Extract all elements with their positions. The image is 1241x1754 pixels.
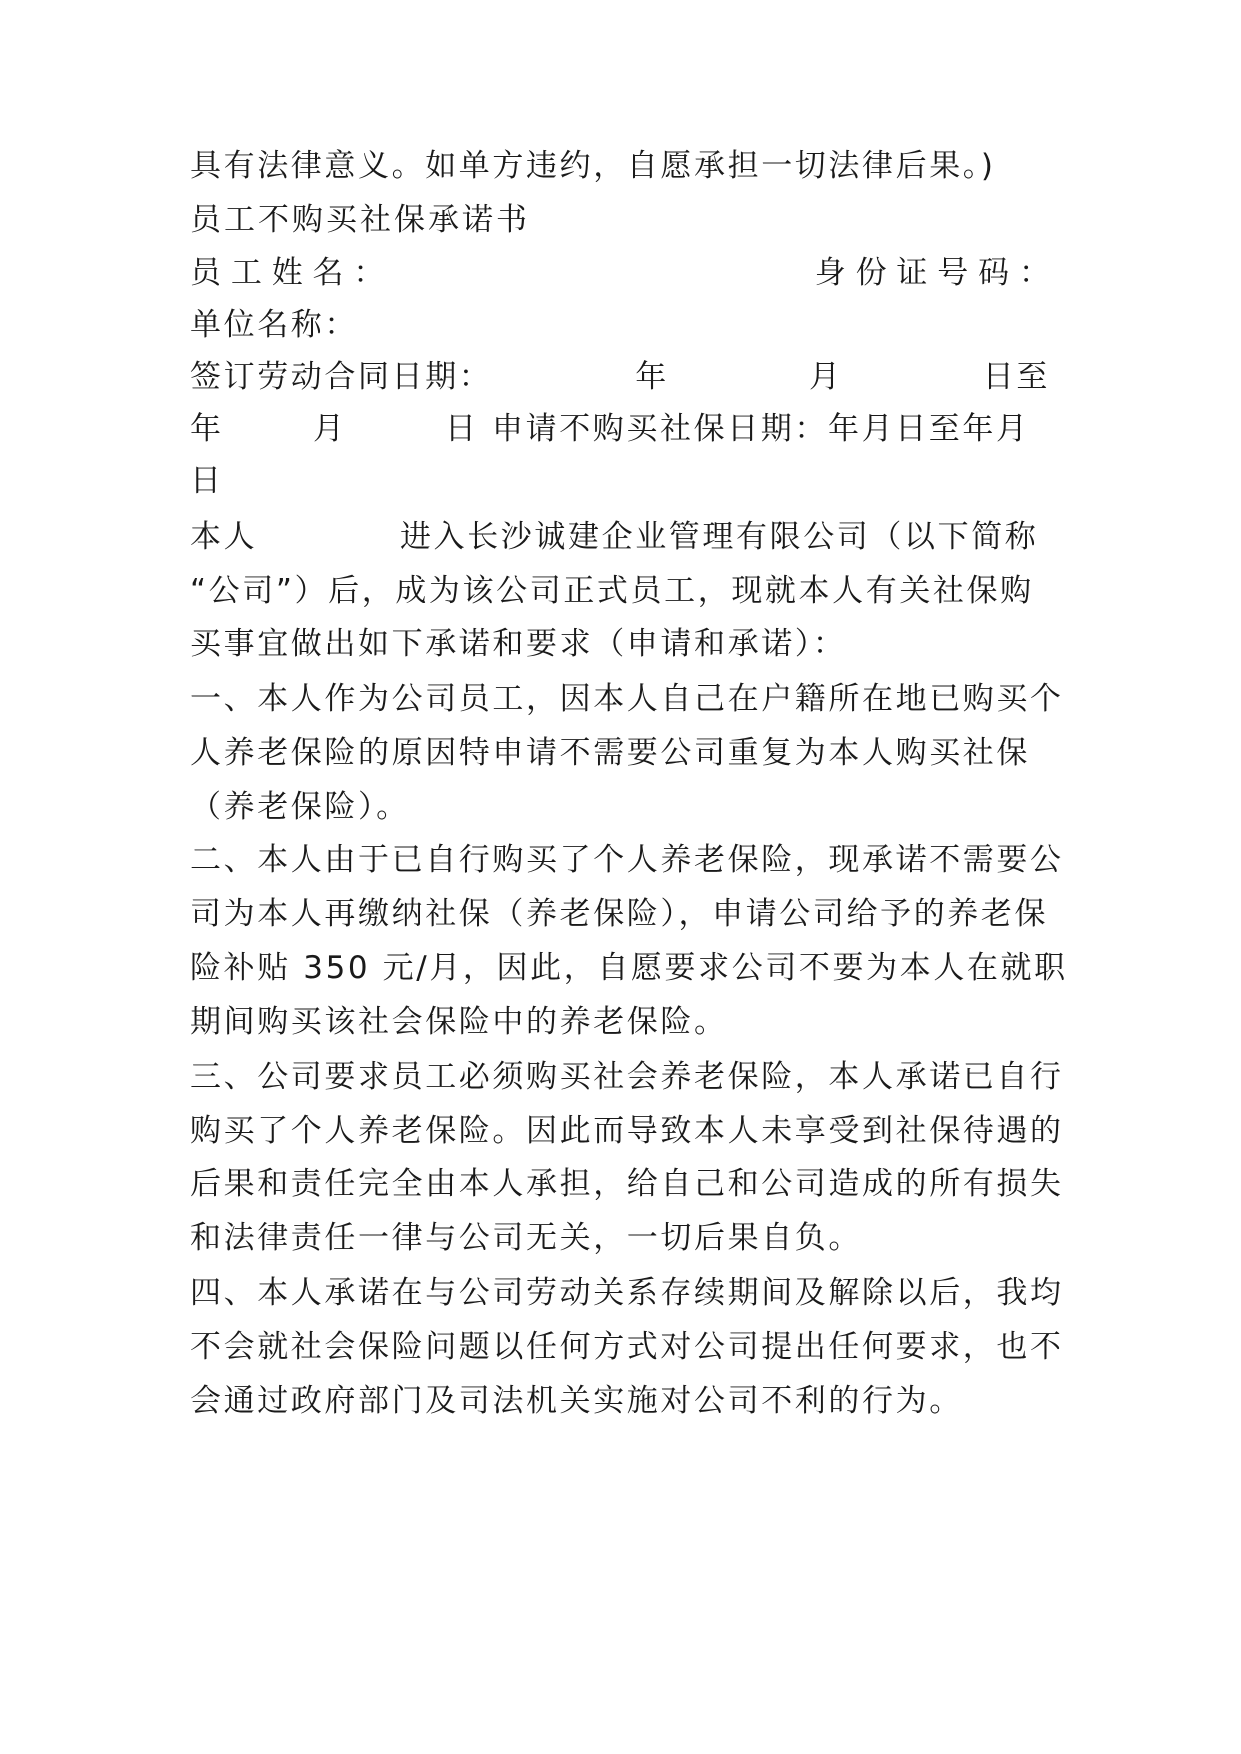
text-line: 险补贴 350 元/月，因此，自愿要求公司不要为本人在就职 bbox=[190, 950, 1068, 986]
contract-date-row bbox=[190, 357, 1050, 397]
contract-end-day: 日 bbox=[445, 411, 476, 447]
apply-date-text: 申请不购买社保日期：年月日至年月 bbox=[492, 411, 1030, 447]
text-line: 期间购买该社会保险中的养老保险。 bbox=[190, 1004, 728, 1040]
contract-date-label: 签订劳动合同日期： bbox=[190, 359, 493, 395]
text-line: 具有法律意义。如单方违约，自愿承担一切法律后果。) bbox=[190, 148, 996, 184]
employee-info-row bbox=[190, 253, 1050, 293]
text-line: “公司”）后，成为该公司正式员工，现就本人有关社保购 bbox=[190, 573, 1034, 609]
text-line: 日 bbox=[190, 463, 224, 499]
text-line: 一、本人作为公司员工，因本人自己在户籍所在地已购买个 bbox=[190, 681, 1064, 717]
company-name-label: 单位名称： bbox=[190, 307, 358, 343]
contract-end-year: 年 bbox=[190, 411, 221, 447]
text-line: 和法律责任一律与公司无关，一切后果自负。 bbox=[190, 1220, 862, 1256]
text-line: 司为本人再缴纳社保（养老保险），申请公司给予的养老保 bbox=[190, 896, 1049, 932]
contract-end-month: 月 bbox=[313, 411, 344, 447]
text-line: 购买了个人养老保险。因此而导致本人未享受到社保待遇的 bbox=[190, 1113, 1064, 1149]
text-line: 后果和责任完全由本人承担，给自己和公司造成的所有损失 bbox=[190, 1166, 1064, 1202]
contract-date-year: 年 bbox=[635, 359, 667, 395]
text-line: 买事宜做出如下承诺和要求（申请和承诺）： bbox=[190, 626, 847, 662]
contract-date-month: 月 bbox=[809, 359, 840, 395]
text-line: 四、本人承诺在与公司劳动关系存续期间及解除以后，我均 bbox=[190, 1275, 1064, 1311]
intro-prefix: 本人 bbox=[190, 519, 258, 555]
text-line: 二、本人由于已自行购买了个人养老保险，现承诺不需要公 bbox=[190, 842, 1064, 878]
contract-end-row bbox=[190, 409, 1050, 449]
intro-row bbox=[190, 517, 1050, 557]
text-line: 会通过政府部门及司法机关实施对公司不利的行为。 bbox=[190, 1383, 963, 1419]
text-line: 三、公司要求员工必须购买社会养老保险，本人承诺已自行 bbox=[190, 1059, 1064, 1095]
document-title: 员工不购买社保承诺书 bbox=[190, 202, 530, 238]
contract-date-day-to: 日至 bbox=[982, 359, 1050, 395]
intro-text: 进入长沙诚建企业管理有限公司（以下简称 bbox=[400, 519, 1039, 555]
text-line: 不会就社会保险问题以任何方式对公司提出任何要求，也不 bbox=[190, 1329, 1064, 1365]
employee-name-label: 员 工 姓 名 ： bbox=[190, 255, 385, 291]
id-number-label: 身 份 证 号 码 ： bbox=[814, 255, 1050, 291]
text-line: 人养老保险的原因特申请不需要公司重复为本人购买社保 bbox=[190, 735, 1030, 771]
text-line: （养老保险）。 bbox=[190, 789, 410, 825]
